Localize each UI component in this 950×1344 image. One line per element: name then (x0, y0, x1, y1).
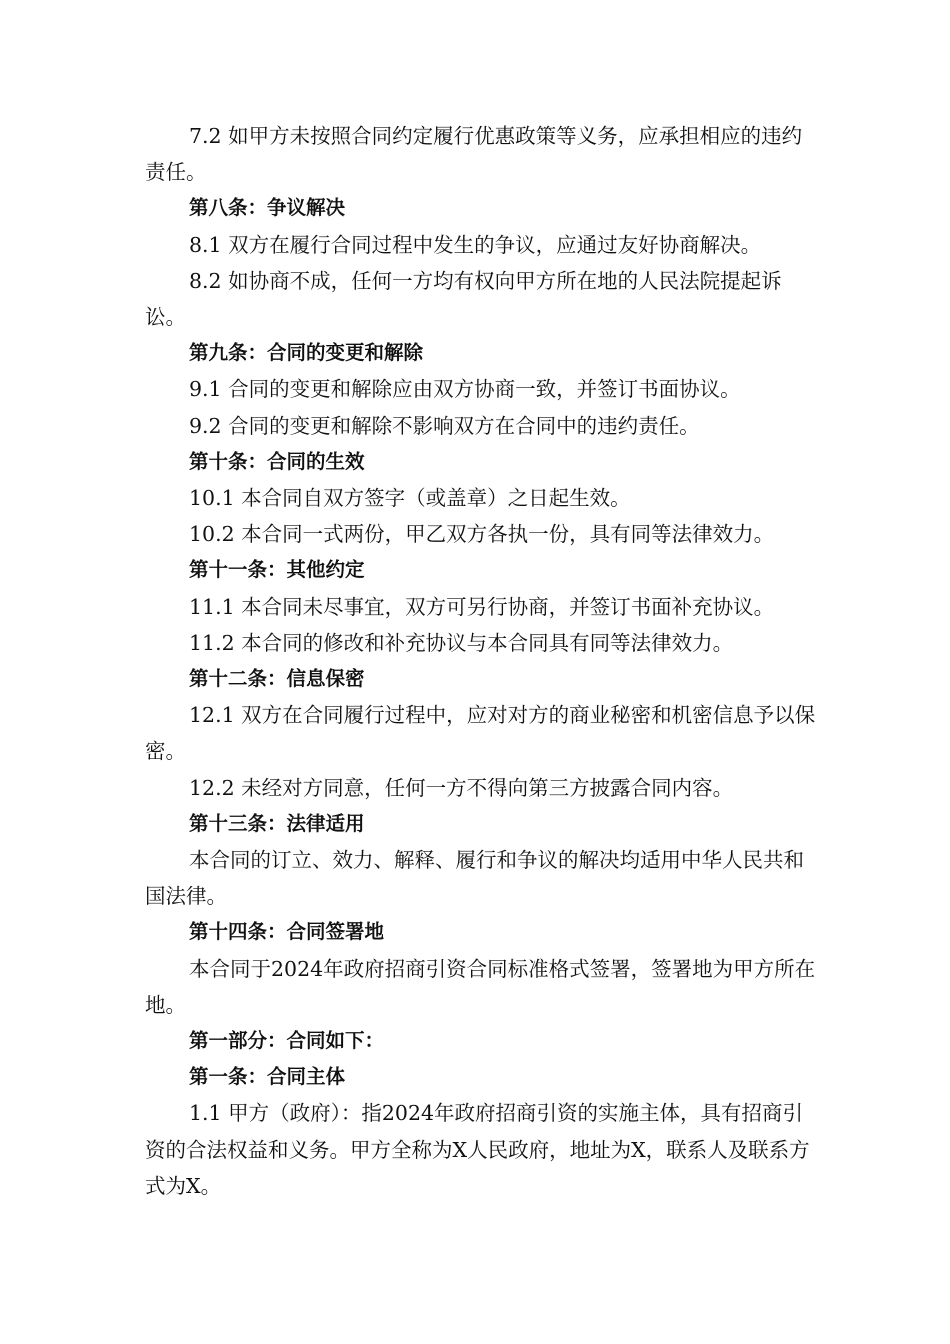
article-13-heading: 第十三条：法律适用 (189, 811, 365, 835)
clause-9-2: 9.2 合同的变更和解除不影响双方在合同中的违约责任。 (189, 413, 700, 438)
document-page (145, 118, 817, 1204)
article-9-heading: 第九条：合同的变更和解除 (189, 341, 424, 365)
clause-10-1: 10.1 本合同自双方签字（或盖章）之日起生效。 (189, 486, 631, 511)
clause-1-1: 1.1 甲方（政府）：指2024年政府招商引资的实施主体，具有招商引资的合法权益和义务。甲方全称为X人民政府，地址为X，联系人及联系方式为X。 (145, 1101, 810, 1198)
clause-10-2: 10.2 本合同一式两份，甲乙双方各执一份，具有同等法律效力。 (189, 522, 775, 547)
article-13-body: 本合同的订立、效力、解释、履行和争议的解决均适用中华人民共和国法律。 (145, 848, 804, 909)
article-14-body: 本合同于2024年政府招商引资合同标准格式签署，签署地为甲方所在地。 (145, 956, 816, 1017)
clause-8-2: 8.2 如协商不成，任何一方均有权向甲方所在地的人民法院提起诉讼。 (145, 268, 782, 330)
clause-8-1: 8.1 双方在履行合同过程中发生的争议，应通过友好协商解决。 (189, 232, 762, 257)
clause-7-2: 7.2 如甲方未按照合同约定履行优惠政策等义务，应承担相应的违约责任。 (145, 124, 803, 185)
article-11-heading: 第十一条：其他约定 (189, 558, 365, 582)
article-1-heading: 第一条：合同主体 (189, 1065, 346, 1089)
article-10-heading: 第十条：合同的生效 (189, 449, 365, 473)
clause-11-2: 11.2 本合同的修改和补充协议与本合同具有同等法律效力。 (189, 630, 734, 655)
clause-11-1: 11.1 本合同未尽事宜，双方可另行协商，并签订书面补充协议。 (189, 594, 775, 619)
article-8-heading: 第八条：争议解决 (189, 196, 346, 220)
part-1-heading: 第一部分：合同如下： (189, 1029, 385, 1053)
article-14-heading: 第十四条：合同签署地 (189, 920, 385, 944)
article-12-heading: 第十二条：信息保密 (189, 667, 365, 691)
clause-12-1: 12.1 双方在合同履行过程中，应对对方的商业秘密和机密信息予以保密。 (145, 703, 816, 764)
clause-12-2: 12.2 未经对方同意，任何一方不得向第三方披露合同内容。 (189, 775, 734, 800)
clause-9-1: 9.1 合同的变更和解除应由双方协商一致，并签订书面协议。 (189, 377, 741, 402)
